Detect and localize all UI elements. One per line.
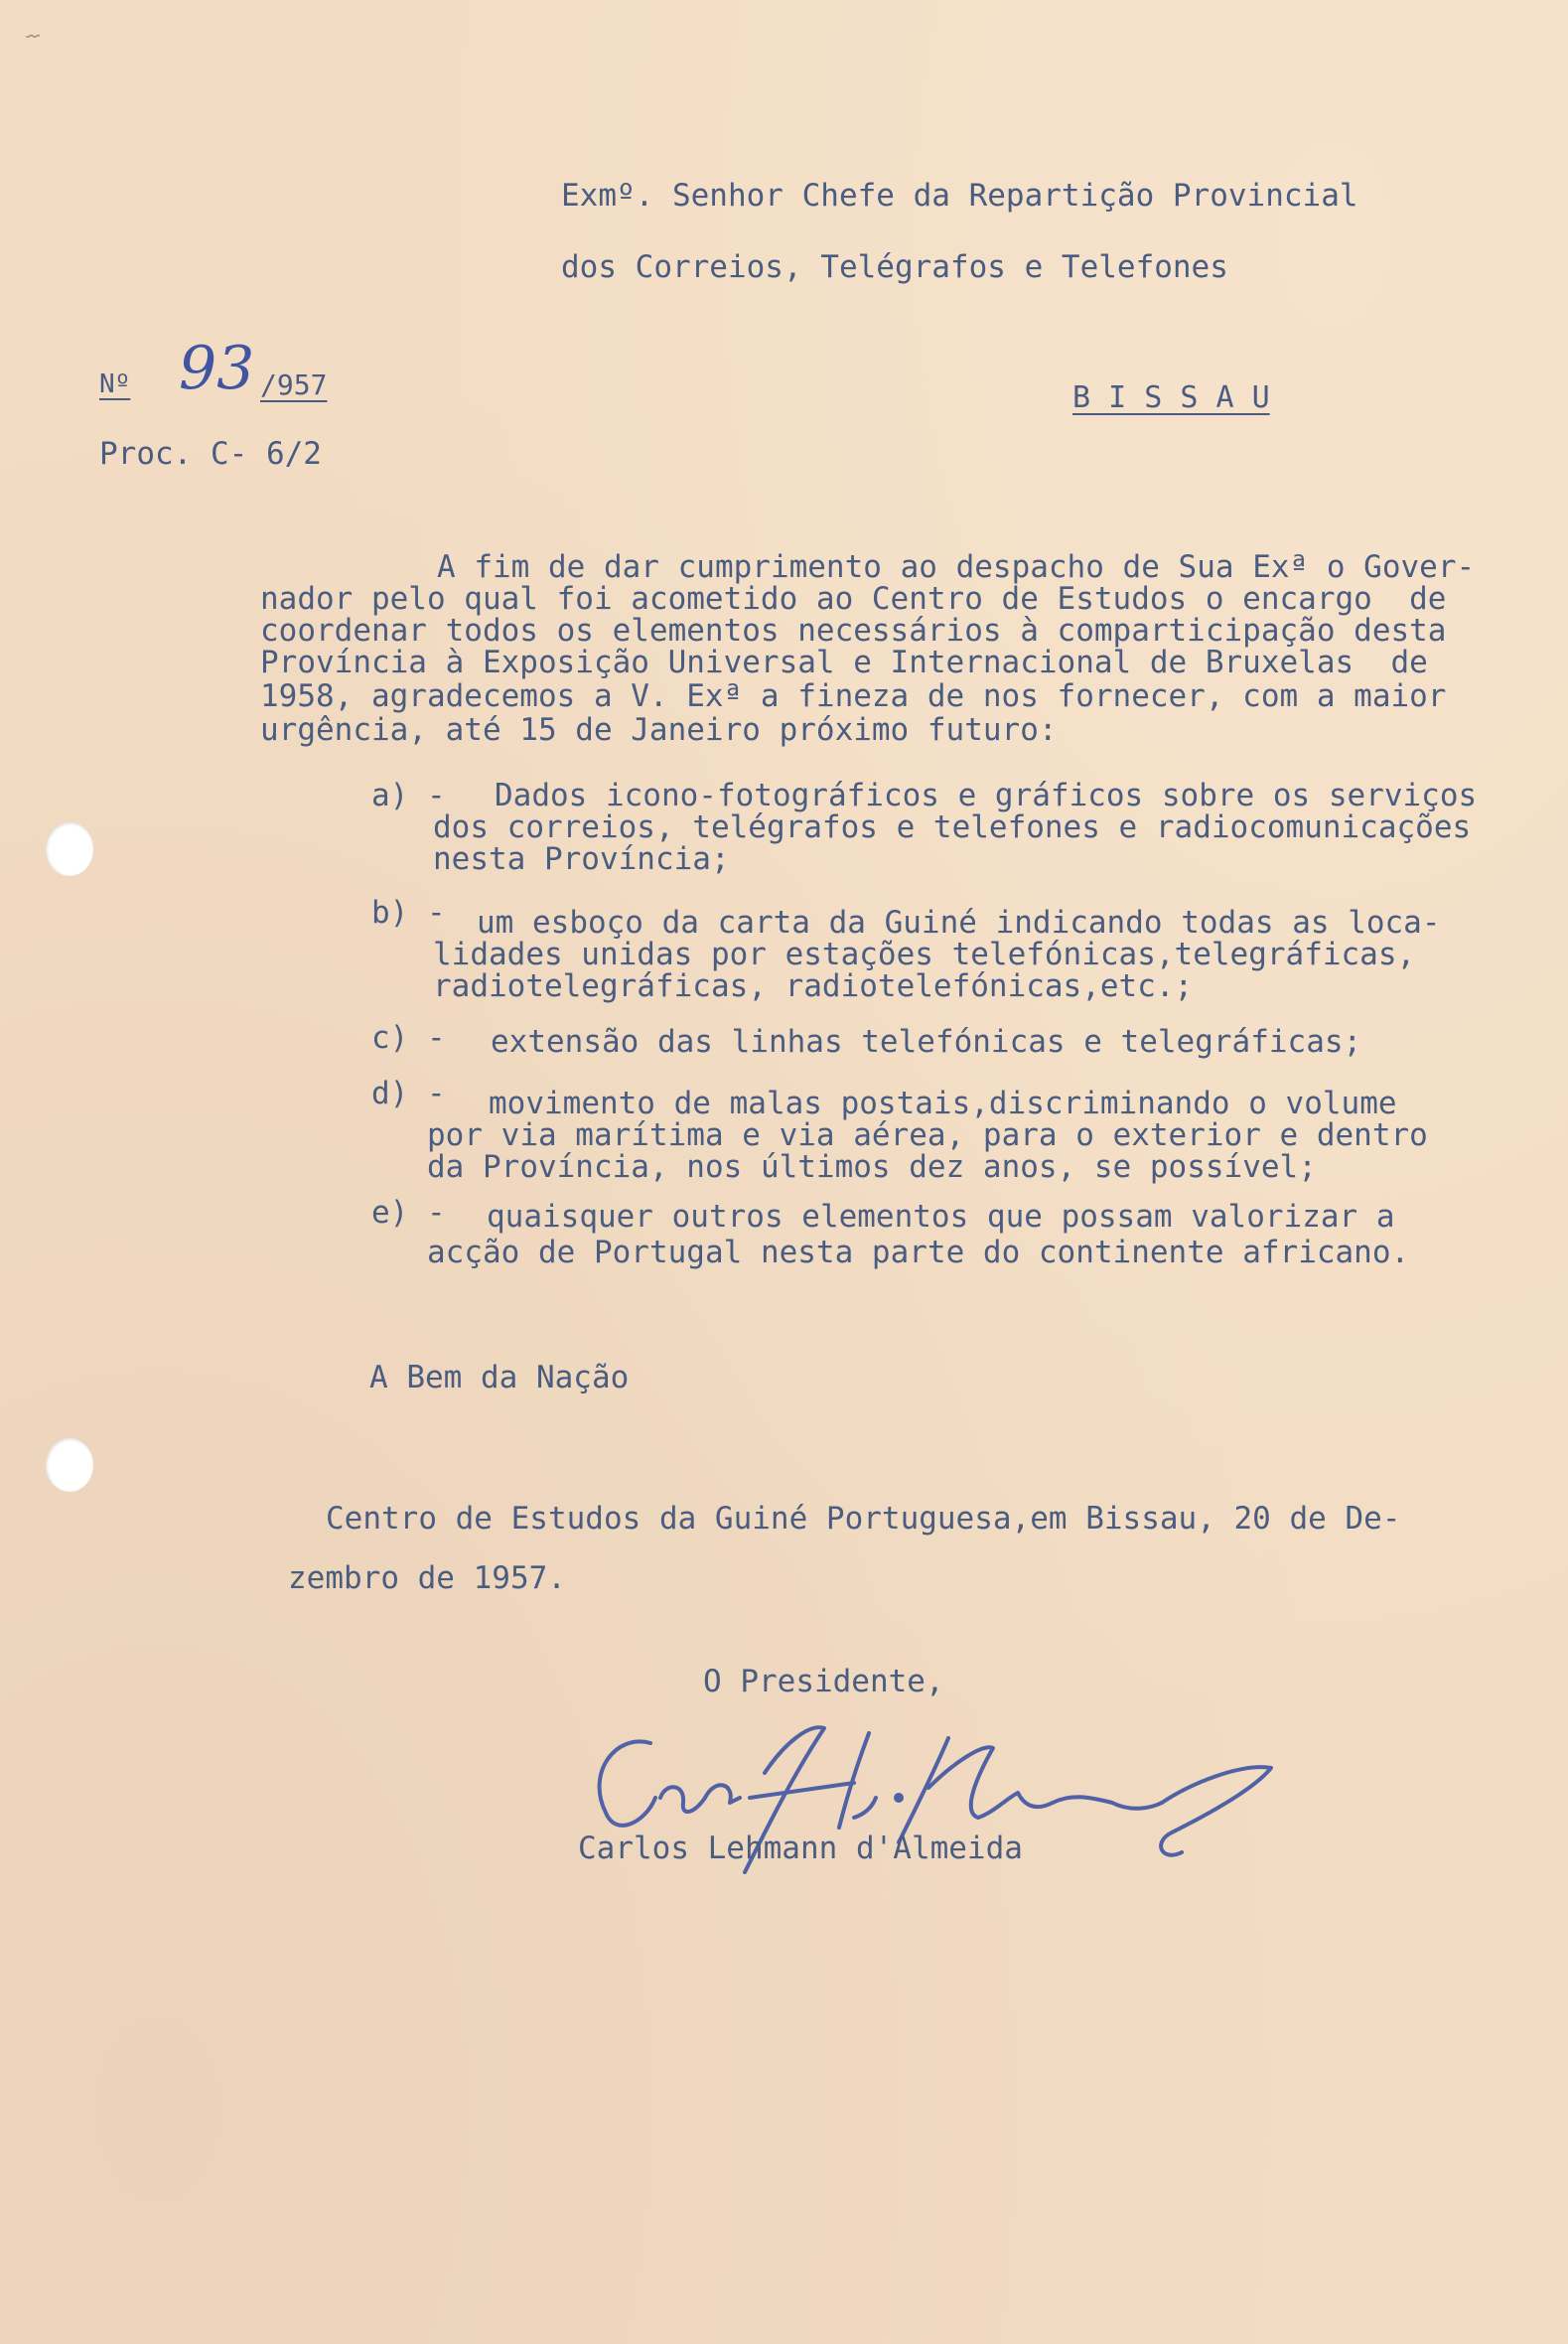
address-line-1: Exmº. Senhor Chefe da Repartição Provincial [561, 178, 1358, 214]
reference-number-label: Nº [99, 369, 131, 399]
punch-hole-top [46, 822, 93, 876]
edge-pencil-mark: ⌇ [23, 32, 45, 41]
closing-salutation: A Bem da Nação [369, 1360, 630, 1395]
body-intro-line: Província à Exposição Universal e Internacional de Bruxelas de [260, 645, 1428, 680]
place-date-line: zembro de 1957. [288, 1560, 566, 1596]
reference-number-handwritten: 93 [179, 334, 255, 403]
list-item-line: lidades unidas por estações telefónicas,telegráficas, [433, 937, 1416, 972]
reference-number-year: /957 [260, 368, 328, 401]
list-item-line: um esboço da carta da Guiné indicando todas as loca- [477, 905, 1441, 941]
list-item-marker: e) - [371, 1195, 446, 1231]
body-intro-line: A fim de dar cumprimento ao despacho de Sua Exª o Gover- [437, 549, 1476, 585]
list-item-line: radiotelegráficas, radiotelefónicas,etc.; [433, 968, 1194, 1004]
list-item-line: nesta Província; [433, 841, 730, 877]
address-line-2: dos Correios, Telégrafos e Telefones [561, 249, 1228, 285]
list-item-line: Dados icono-fotográficos e gráficos sobre os serviços [495, 778, 1478, 813]
signer-title: O Presidente, [703, 1664, 944, 1699]
destination-city: B I S S A U [1072, 380, 1270, 415]
list-item-marker: b) - [371, 895, 446, 931]
list-item-marker: c) - [371, 1020, 446, 1056]
list-item-marker: a) - [371, 778, 446, 813]
process-reference: Proc. C- 6/2 [99, 436, 322, 472]
list-item-line: quaisquer outros elementos que possam valorizar a [487, 1199, 1395, 1235]
list-item-marker: d) - [371, 1076, 446, 1111]
signer-name: Carlos Lehmann d'Almeida [578, 1831, 1023, 1866]
list-item-line: extensão das linhas telefónicas e telegráficas; [491, 1024, 1362, 1060]
list-item-line: acção de Portugal nesta parte do continente africano. [427, 1235, 1410, 1270]
list-item-line: por via marítima e via aérea, para o exterior e dentro [427, 1117, 1428, 1153]
list-item-line: dos correios, telégrafos e telefones e radiocomunicações [433, 809, 1472, 845]
list-item-line: movimento de malas postais,discriminando o volume [489, 1086, 1397, 1121]
body-intro-line: nador pelo qual foi acometido ao Centro de Estudos o encargo de [260, 581, 1447, 617]
body-intro-line: 1958, agradecemos a V. Exª a fineza de nos fornecer, com a maior [260, 678, 1447, 714]
body-intro-line: coordenar todos os elementos necessários à comparticipação desta [260, 613, 1447, 649]
body-intro-line: urgência, até 15 de Janeiro próximo futuro: [260, 712, 1058, 748]
place-date-line: Centro de Estudos da Guiné Portuguesa,em Bissau, 20 de De- [326, 1501, 1401, 1537]
list-item-line: da Província, nos últimos dez anos, se possível; [427, 1149, 1317, 1185]
punch-hole-bottom [46, 1438, 93, 1492]
